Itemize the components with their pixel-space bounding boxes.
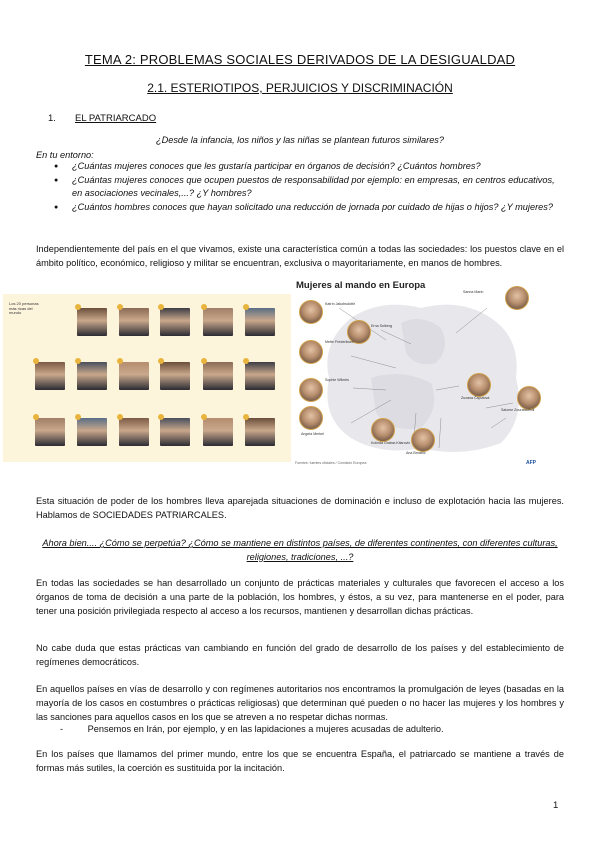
entorno-label: En tu entorno: <box>36 150 94 160</box>
leader-label: Katrín Jakobsdóttir <box>325 302 355 306</box>
rank-badge <box>158 304 164 310</box>
portrait-photo <box>245 362 275 390</box>
leader-label: Kolinda Grabar-Kitarović <box>371 441 411 445</box>
women-europe-map <box>291 278 543 470</box>
portrait-photo <box>35 418 65 446</box>
leader-label: Zuzana Čaputová <box>461 396 490 400</box>
paragraph-intro: Independientemente del país en el que vivamos, existe una característica común a todas las sociedades: los puestos clave en el ámbito político, económico, religioso y militar se encuentran, exclusiva o mayoritariamente, en manos de hombres. <box>36 244 564 268</box>
rank-badge <box>243 414 249 420</box>
portrait-photo <box>203 362 233 390</box>
list-item: ● ¿Cuántos hombres conoces que hayan solicitado una reducción de jornada por cuidado de hijas o hijos? ¿Y mujeres? <box>36 201 556 215</box>
portrait-photo <box>119 362 149 390</box>
rank-badge <box>243 358 249 364</box>
page-number: 1 <box>553 800 559 811</box>
portrait-photo <box>160 308 190 336</box>
leader-photo <box>299 378 323 402</box>
leader-label: Angela Merkel <box>301 432 324 436</box>
leader-label: Sanna Marin <box>463 290 484 294</box>
dash-text: Pensemos en Irán, por ejemplo, y en las lapidaciones a mujeres acusadas de adulterio. <box>87 724 444 734</box>
paragraph-change: No cabe duda que estas prácticas van cambiando en función del grado de desarrollo de los países y del establecimiento de regímenes democráticos. <box>36 643 564 667</box>
leader-photo <box>299 300 323 324</box>
rank-badge <box>117 304 123 310</box>
rank-badge <box>75 414 81 420</box>
map-caption: Fuentes: fuentes oficiales / Comisión Europea <box>295 461 367 465</box>
leader-label: Ana Brnabić <box>406 451 426 455</box>
list-item: ● ¿Cuántas mujeres conoces que ocupen puestos de responsabilidad por ejemplo: en empresas, en centros educativos, en asociaciones vecinales,...? ¿Y hombres? <box>36 174 556 201</box>
rank-badge <box>33 358 39 364</box>
section-title: EL PATRIARCADO <box>75 113 157 124</box>
paragraph-power: Esta situación de poder de los hombres lleva aparejada situaciones de dominación e incluso de explotación hacia las mujeres. Hablamos de SOCIEDADES PATRIARCALES. <box>36 496 564 520</box>
leader-photo <box>299 340 323 364</box>
figure-left-heading: Los 20 personas más ricas del mundo <box>9 301 39 316</box>
portrait-photo <box>160 362 190 390</box>
portrait-photo <box>119 418 149 446</box>
dash-marker: - <box>60 724 64 734</box>
portrait-photo <box>245 308 275 336</box>
rank-badge <box>158 358 164 364</box>
rank-badge <box>243 304 249 310</box>
document-title: TEMA 2: PROBLEMAS SOCIALES DERIVADOS DE LA DESIGUALDAD <box>84 52 516 67</box>
portrait-photo <box>35 362 65 390</box>
rank-badge <box>201 414 207 420</box>
richest-people-image <box>3 294 299 462</box>
leader-photo <box>299 406 323 430</box>
leader-photo <box>371 418 395 442</box>
portrait-photo <box>245 418 275 446</box>
leader-label: Erna Solberg <box>371 324 392 328</box>
leader-photo <box>411 428 435 452</box>
rank-badge <box>75 304 81 310</box>
agency-logo: AFP <box>526 460 536 466</box>
leader-label: Salome Zourabichvili <box>501 408 535 412</box>
leader-photo <box>517 386 541 410</box>
portrait-photo <box>203 418 233 446</box>
paragraph-developing: En aquellos países en vías de desarrollo y con regímenes autoritarios nos encontramos la promulgación de leyes (basadas en la mayoría de los casos en costumbres o prácticas religiosas) que determinan qué pueden o no hacer las mujeres y los hombres y las sanciones para aquellos casos en los que se atreven a no respetar dichas normas. <box>36 684 564 722</box>
portrait-photo <box>160 418 190 446</box>
dash-item <box>60 724 444 734</box>
map-title: Mujeres al mando en Europa <box>296 280 426 291</box>
leader-photo <box>467 373 491 397</box>
rank-badge <box>201 358 207 364</box>
portrait-photo <box>77 362 107 390</box>
centered-question: Ahora bien.... ¿Cómo se perpetúa? ¿Cómo se mantiene en distintos países, de diferentes continentes, con diferentes culturas, religiones, tradiciones, ...? <box>42 538 558 562</box>
leader-label: Sophie Wilmès <box>325 378 349 382</box>
document-subtitle: 2.1. ESTERIOTIPOS, PERJUICIOS Y DISCRIMINACIÓN <box>147 81 453 95</box>
list-item: ● ¿Cuántas mujeres conoces que les gustaría participar en órganos de decisión? ¿Cuántos hombres? <box>36 160 556 174</box>
question-list <box>36 160 556 214</box>
intro-question: ¿Desde la infancia, los niños y las niñas se plantean futuros similares? <box>155 135 445 145</box>
leader-label: Mette Frederiksen <box>325 340 354 344</box>
rank-badge <box>117 414 123 420</box>
portrait-photo <box>119 308 149 336</box>
section-number: 1. <box>48 113 56 124</box>
rank-badge <box>201 304 207 310</box>
leader-photo <box>505 286 529 310</box>
rank-badge <box>75 358 81 364</box>
rank-badge <box>117 358 123 364</box>
rank-badge <box>158 414 164 420</box>
portrait-photo <box>203 308 233 336</box>
paragraph-first-world: En los países que llamamos del primer mundo, entre los que se encuentra España, el patriarcado se mantiene a través de formas más sutiles, la coerción es sustituida por la incitación. <box>36 749 564 773</box>
rank-badge <box>33 414 39 420</box>
portrait-photo <box>77 418 107 446</box>
portrait-photo <box>77 308 107 336</box>
paragraph-practices: En todas las sociedades se han desarrollado un conjunto de prácticas materiales y culturales que favorecen el acceso a los órganos de toma de decisión a una parte de la población, los hombres, y éstos, a su vez, para mantenerse en el poder, para tener una posición privilegiada respecto al acceso a los recursos, mantienen y desarrollan dichas prácticas. <box>36 578 564 616</box>
